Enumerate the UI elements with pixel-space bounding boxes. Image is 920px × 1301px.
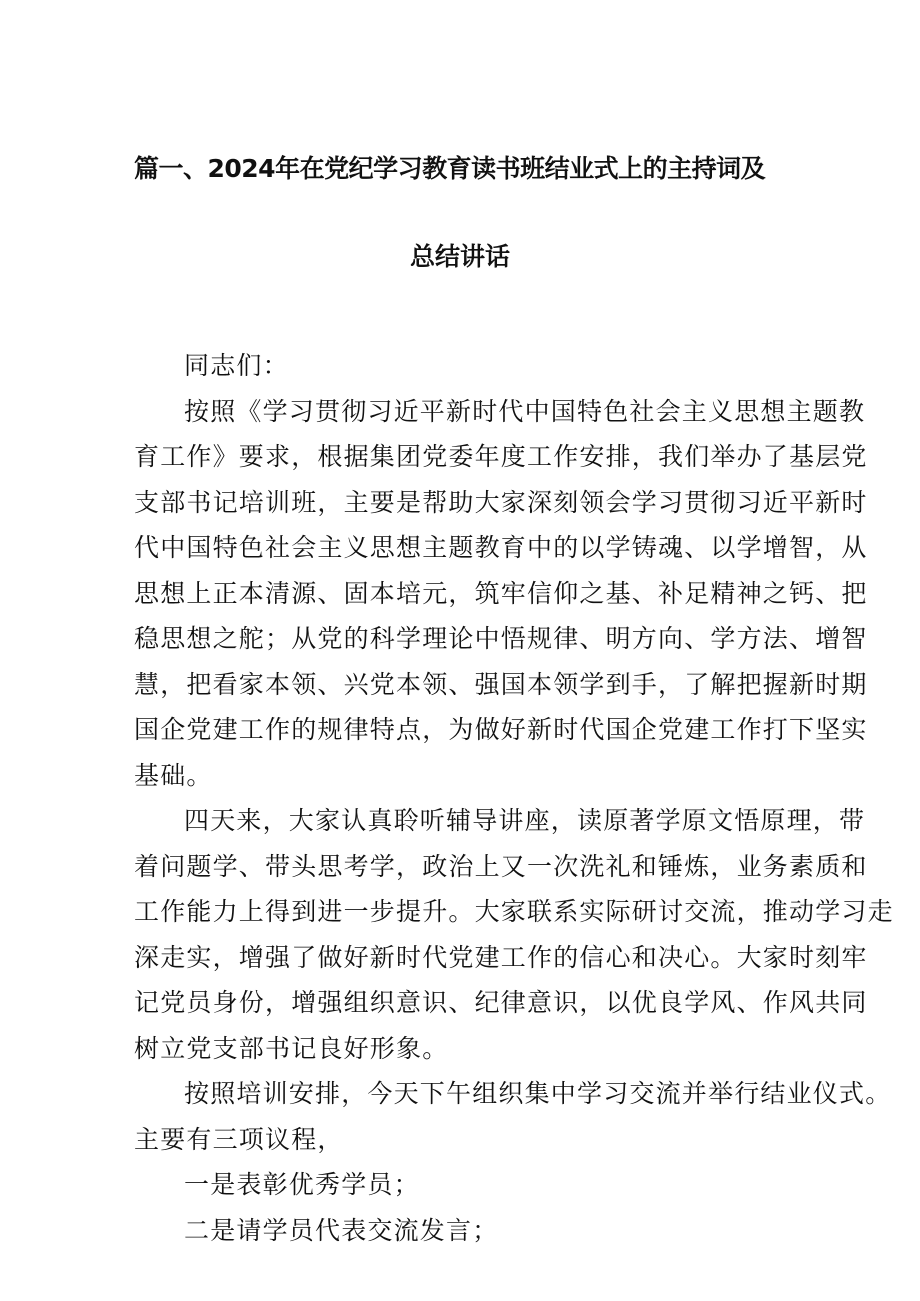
paragraph-2-line: 记党员身份，增强组织意识、纪律意识，以优良学风、作风共同 bbox=[134, 988, 868, 1017]
paragraph-1-line: 稳思想之舵；从党的科学理论中悟规律、明方向、学方法、增智 bbox=[134, 624, 868, 653]
greeting: 同志们： bbox=[184, 351, 289, 380]
paragraph-3-line: 主要有三项议程， bbox=[134, 1124, 344, 1154]
paragraph-2-line: 着问题学、带头思考学，政治上又一次洗礼和锤炼，业务素质和 bbox=[134, 851, 868, 881]
paragraph-1-line: 慧，把看家本领、兴党本领、强国本领学到手，了解把握新时期 bbox=[134, 669, 868, 699]
paragraph-1-line: 思想上正本清源、固本培元，筑牢信仰之基、补足精神之钙、把 bbox=[134, 578, 868, 608]
paragraph-1-line: 国企党建工作的规律特点，为做好新时代国企党建工作打下坚实 bbox=[134, 715, 868, 744]
document-title-line-2: 总结讲话 bbox=[409, 242, 510, 271]
paragraph-2-line: 四天来，大家认真聆听辅导讲座，读原著学原文悟原理，带 bbox=[184, 806, 866, 835]
paragraph-1-line: 育工作》要求，根据集团党委年度工作安排，我们举办了基层党 bbox=[134, 442, 868, 471]
paragraph-3-line: 按照培训安排，今天下午组织集中学习交流并举行结业仪式。 bbox=[184, 1079, 892, 1108]
paragraph-1-line: 代中国特色社会主义思想主题教育中的以学铸魂、以学增智，从 bbox=[134, 533, 868, 562]
paragraph-1-line: 按照《学习贯彻习近平新时代中国特色社会主义思想主题教 bbox=[184, 396, 866, 426]
paragraph-2-line: 工作能力上得到进一步提升。大家联系实际研讨交流，推动学习走 bbox=[134, 897, 894, 926]
paragraph-1-line: 基础。 bbox=[134, 760, 213, 790]
agenda-item: 一是表彰优秀学员； bbox=[184, 1170, 420, 1199]
agenda-item: 二是请学员代表交流发言； bbox=[184, 1215, 499, 1245]
paragraph-1-line: 支部书记培训班，主要是帮助大家深刻领会学习贯彻习近平新时 bbox=[134, 487, 868, 517]
paragraph-2-line: 树立党支部书记良好形象。 bbox=[134, 1033, 449, 1063]
document-title-line-1: 篇一、2024年在党纪学习教育读书班结业式上的主持词及 bbox=[134, 154, 766, 183]
paragraph-2-line: 深走实，增强了做好新时代党建工作的信心和决心。大家时刻牢 bbox=[134, 942, 868, 972]
document-body bbox=[134, 343, 894, 1253]
